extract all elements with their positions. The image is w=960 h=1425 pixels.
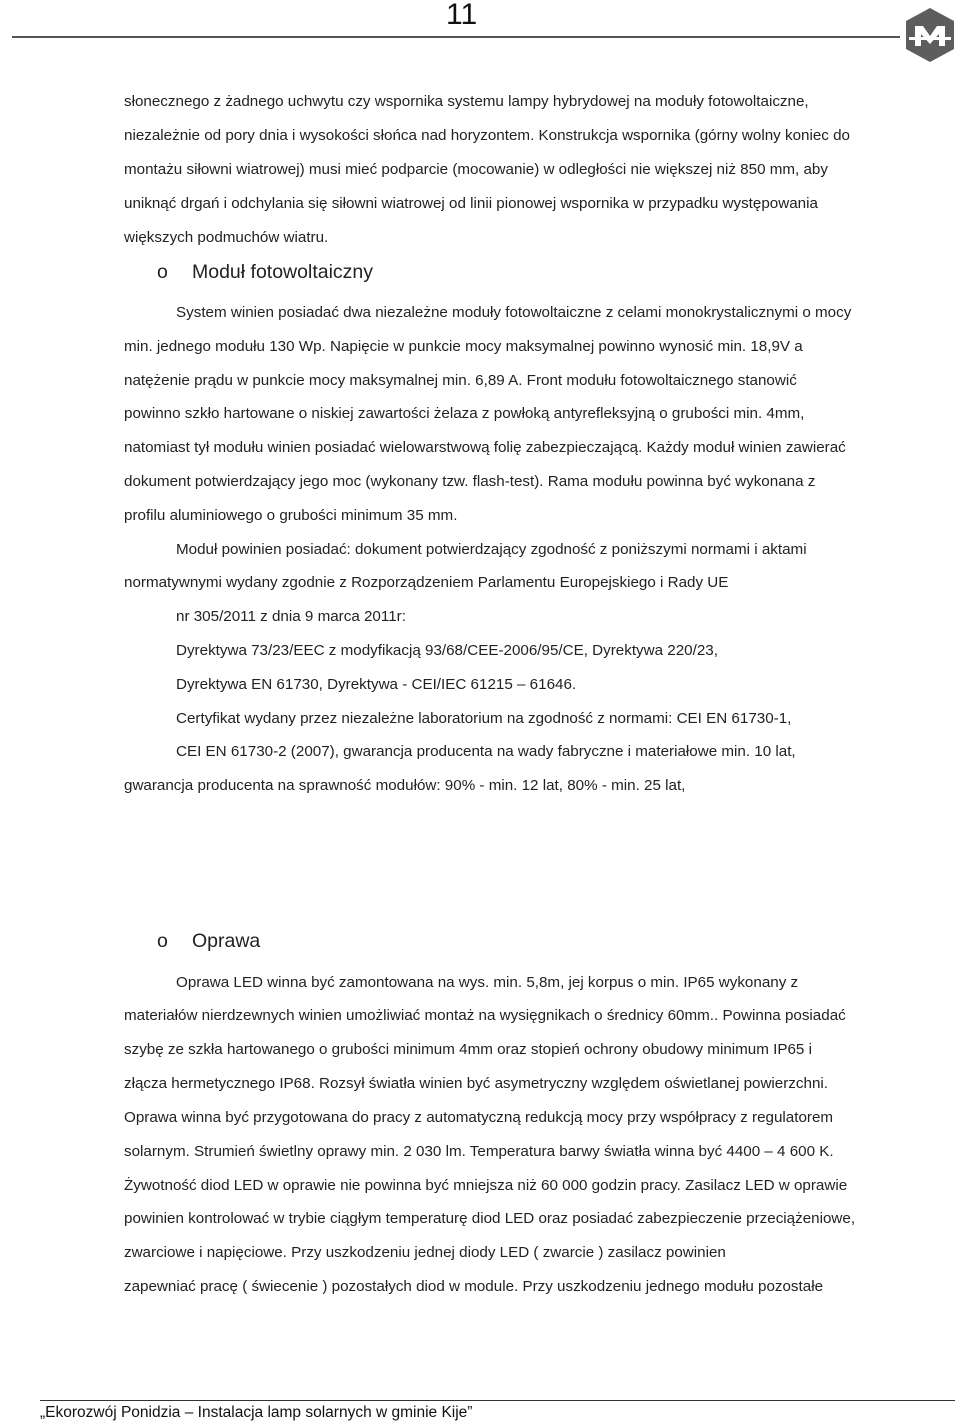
text-line: gwarancja producenta na sprawność modułów: 90% - min. 12 lat, 80% - min. 25 lat,: [124, 777, 686, 794]
text-line: Certyfikat wydany przez niezależne laboratorium na zgodność z normami: CEI EN 61730-1,: [176, 710, 792, 727]
text-line: zapewniać pracę ( świecenie ) pozostałych diod w module. Przy uszkodzeniu jednego modułu pozostałe: [124, 1278, 824, 1295]
text-line: Moduł powinien posiadać: dokument potwierdzający zgodność z poniższymi normami i aktami: [176, 541, 807, 558]
footer-text: „Ekorozwój Ponidzia – Instalacja lamp solarnych w gminie Kije”: [40, 1404, 473, 1421]
section-heading-luminaire: [157, 930, 260, 953]
text-line: profilu aluminiowego o grubości minimum 35 mm.: [124, 507, 458, 524]
bullet-marker: o: [157, 930, 168, 952]
text-line: Oprawa winna być przygotowana do pracy z automatyczną redukcją mocy przy współpracy z regulatorem: [124, 1109, 834, 1126]
text-line: solarnym. Strumień świetlny oprawy min. 2 030 lm. Temperatura barwy światła winna być 4400 – 4 600 K.: [124, 1143, 834, 1160]
text-line: Oprawa LED winna być zamontowana na wys. min. 5,8m, jej korpus o min. IP65 wykonany z: [176, 974, 799, 991]
footer-divider: [40, 1400, 955, 1401]
text-line: System winien posiadać dwa niezależne moduły fotowoltaiczne z celami monokrystalicznymi o mocy: [176, 304, 852, 321]
text-line: natężenie prądu w punkcie mocy maksymalnej min. 6,89 A. Front modułu fotowoltaicznego stanowić: [124, 372, 797, 389]
text-line: normatywnymi wydany zgodnie z Rozporządzeniem Parlamentu Europejskiego i Rady UE: [124, 574, 729, 591]
text-line: Dyrektywa 73/23/EEC z modyfikacją 93/68/CEE-2006/95/CE, Dyrektywa 220/23,: [176, 642, 718, 659]
heading-text: Oprawa: [192, 930, 261, 952]
text-line: min. jednego modułu 130 Wp. Napięcie w punkcie mocy maksymalnej powinno wynosić min. 18,9V a: [124, 338, 803, 355]
section-heading-pv-module: [157, 261, 373, 284]
text-line: niezależnie od pory dnia i wysokości słońca nad horyzontem. Konstrukcja wspornika (górny wolny koniec do: [124, 127, 850, 144]
text-line: Dyrektywa EN 61730, Dyrektywa - CEI/IEC 61215 – 61646.: [176, 676, 577, 693]
text-line: złącza hermetycznego IP68. Rozsył światła winien być asymetryczny względem oświetlanej powierzchni.: [124, 1075, 828, 1092]
page-number: 11: [446, 0, 478, 31]
text-line: uniknąć drgań i odchylania się siłowni wiatrowej od linii pionowej wspornika w przypadku występowania: [124, 195, 818, 212]
text-line: dokument potwierdzający jego moc (wykonany tzw. flash-test). Rama modułu powinna być wykonana z: [124, 473, 816, 490]
header-divider: [12, 36, 900, 38]
text-line: powinien kontrolować w trybie ciągłym temperaturę diod LED oraz posiadać zabezpieczenie przeciążeniowe,: [124, 1210, 856, 1227]
company-logo-icon: [904, 6, 956, 64]
text-line: montażu siłowni wiatrowej) musi mieć podparcie (mocowanie) w odległości nie większej niż 850 mm, aby: [124, 161, 828, 178]
text-line: powinno szkło hartowane o niskiej zawartości żelaza z powłoką antyrefleksyjną o grubości min. 4mm,: [124, 405, 805, 422]
text-line: słonecznego z żadnego uchwytu czy wspornika systemu lampy hybrydowej na moduły fotowoltaiczne,: [124, 93, 809, 110]
heading-text: Moduł fotowoltaiczny: [192, 261, 374, 283]
text-line: Żywotność diod LED w oprawie nie powinna być mniejsza niż 60 000 godzin pracy. Zasilacz LED w oprawie: [124, 1177, 848, 1194]
text-line: nr 305/2011 z dnia 9 marca 2011r:: [176, 608, 406, 625]
text-line: większych podmuchów wiatru.: [124, 229, 329, 246]
text-line: CEI EN 61730-2 (2007), gwarancja producenta na wady fabryczne i materiałowe min. 10 lat,: [176, 743, 796, 760]
text-line: zwarciowe i napięciowe. Przy uszkodzeniu jednej diody LED ( zwarcie ) zasilacz powinien: [124, 1244, 726, 1261]
bullet-marker: o: [157, 261, 168, 283]
text-line: materiałów nierdzewnych winien umożliwiać montaż na wysięgnikach o średnicy 60mm.. Powinna posiadać: [124, 1007, 846, 1024]
text-line: szybę ze szkła hartowanego o grubości minimum 4mm oraz stopień ochrony obudowy minimum IP65 i: [124, 1041, 812, 1058]
text-line: natomiast tył modułu winien posiadać wielowarstwową folię zabezpieczającą. Każdy moduł winien zawierać: [124, 439, 846, 456]
